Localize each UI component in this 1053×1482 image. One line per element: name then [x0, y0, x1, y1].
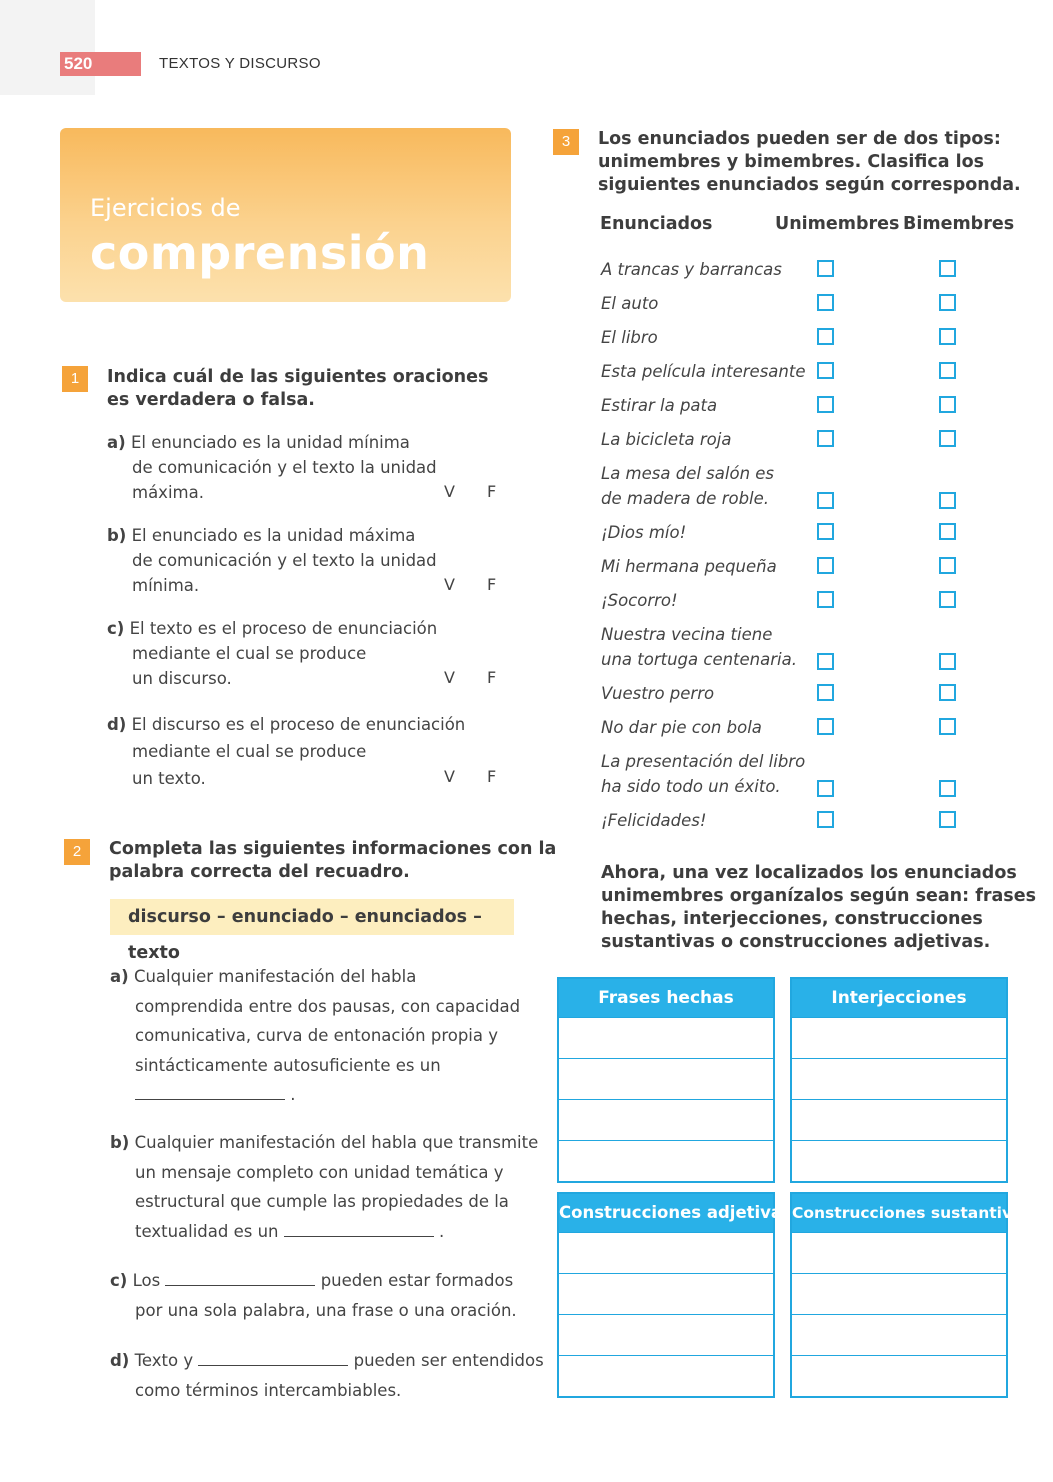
exercise-3-badge: 3 [553, 129, 579, 155]
unimembre-checkbox[interactable] [817, 492, 834, 509]
table-row[interactable] [559, 1314, 773, 1355]
table-row[interactable] [792, 1232, 1006, 1273]
false-option-b[interactable]: F [487, 575, 497, 594]
exercise-3-instruction: Ahora, una vez localizados los enunciados unimembres organízalos según sean: frases hechas, interjecciones, construcciones sustantivas o construcciones adjetivas. [601, 863, 1036, 952]
table-construcciones-sustantivas [790, 1192, 1032, 1398]
true-option-c[interactable]: V [444, 668, 455, 687]
enunciado-text: Vuestro perro [601, 684, 715, 703]
enunciado-text: Nuestra vecina tiene una tortuga centenaria. [601, 625, 797, 669]
exercise-1-badge: 1 [62, 366, 88, 392]
exercise-2-badge: 2 [64, 839, 90, 865]
table-row[interactable] [792, 1355, 1006, 1396]
unimembre-checkbox[interactable] [817, 328, 834, 345]
unimembre-checkbox[interactable] [817, 396, 834, 413]
fill-item-d: d) Texto y pueden ser entendidos como términos intercambiables. [110, 1346, 544, 1405]
bimembre-checkbox[interactable] [939, 362, 956, 379]
column-header-bimembres: Bimembres [903, 214, 1015, 234]
bimembre-checkbox[interactable] [939, 294, 956, 311]
false-option-c[interactable]: F [487, 668, 497, 687]
unimembre-checkbox[interactable] [817, 684, 834, 701]
enunciado-text: Estirar la pata [601, 396, 718, 415]
table-row[interactable] [792, 1314, 1006, 1355]
bimembre-checkbox[interactable] [939, 591, 956, 608]
enunciado-text: El auto [601, 294, 659, 313]
table-row[interactable] [559, 1099, 773, 1140]
tf-item-b: b) El enunciado es la unidad máxima de comunicación y el texto la unidad mínima. [107, 526, 437, 595]
unimembre-checkbox[interactable] [817, 430, 834, 447]
unimembre-checkbox[interactable] [817, 362, 834, 379]
fill-item-b: b) Cualquier manifestación del habla que transmite un mensaje completo con unidad temática y estructural que cumple las propiedades de la textualidad es un . [110, 1133, 539, 1241]
unimembre-checkbox[interactable] [817, 591, 834, 608]
blank-a[interactable] [135, 1081, 285, 1100]
banner-title: comprensión [90, 226, 430, 280]
tf-item-c: c) El texto es el proceso de enunciación mediante el cual se produce un discurso. [107, 619, 438, 688]
table-row[interactable] [792, 1140, 1006, 1181]
fill-item-a: a) Cualquier manifestación del habla comprendida entre dos pausas, con capacidad comunicativa, curva de entonación propia y sintácticamente autosuficiente es un . [110, 967, 521, 1104]
enunciado-text: La mesa del salón es de madera de roble. [601, 464, 775, 508]
section-banner [60, 128, 511, 302]
table-header: Interjecciones [792, 979, 1006, 1017]
column-header-unimembres: Unimembres [775, 214, 900, 234]
table-row[interactable] [559, 1140, 773, 1181]
table-header: Construcciones adjetivas [559, 1194, 773, 1232]
table-row[interactable] [559, 1058, 773, 1099]
table-row[interactable] [559, 1273, 773, 1314]
bimembre-checkbox[interactable] [939, 492, 956, 509]
column-header-enunciados: Enunciados [600, 214, 713, 234]
unimembre-checkbox[interactable] [817, 780, 834, 797]
unimembre-checkbox[interactable] [817, 260, 834, 277]
enunciado-text: Mi hermana pequeña [601, 557, 777, 576]
enunciado-text: ¡Felicidades! [601, 811, 707, 830]
page-corner [0, 0, 95, 95]
enunciado-text: La bicicleta roja [601, 430, 732, 449]
table-construcciones-adjetivas [557, 1192, 792, 1398]
table-row[interactable] [792, 1273, 1006, 1314]
page-number: 520 [60, 52, 141, 76]
bimembre-checkbox[interactable] [939, 523, 956, 540]
tf-item-a: a) El enunciado es la unidad mínima de comunicación y el texto la unidad máxima. [107, 433, 437, 502]
exercise-3-title: Los enunciados pueden ser de dos tipos: unimembres y bimembres. Clasifica los siguientes enunciados según corresponda. [598, 129, 1021, 195]
table-header: Frases hechas [559, 979, 773, 1017]
word-bank: discurso – enunciado – enunciados – texto [110, 899, 514, 935]
bimembre-checkbox[interactable] [939, 396, 956, 413]
unimembre-checkbox[interactable] [817, 557, 834, 574]
enunciado-text: Esta película interesante [601, 362, 806, 381]
unimembre-checkbox[interactable] [817, 811, 834, 828]
bimembre-checkbox[interactable] [939, 811, 956, 828]
table-row[interactable] [792, 1017, 1006, 1058]
table-frases-hechas [557, 977, 775, 1183]
table-row[interactable] [559, 1232, 773, 1273]
enunciado-text: El libro [601, 328, 658, 347]
enunciado-text: ¡Dios mío! [601, 523, 687, 542]
unimembre-checkbox[interactable] [817, 523, 834, 540]
true-option-a[interactable]: V [444, 482, 455, 501]
fill-item-c: c) Los pueden estar formados por una sola palabra, una frase o una oración. [110, 1266, 517, 1325]
bimembre-checkbox[interactable] [939, 328, 956, 345]
enunciado-text: A trancas y barrancas [601, 260, 782, 279]
unimembre-checkbox[interactable] [817, 294, 834, 311]
bimembre-checkbox[interactable] [939, 260, 956, 277]
bimembre-checkbox[interactable] [939, 718, 956, 735]
bimembre-checkbox[interactable] [939, 557, 956, 574]
enunciado-text: ¡Socorro! [601, 591, 678, 610]
bimembre-checkbox[interactable] [939, 430, 956, 447]
false-option-a[interactable]: F [487, 482, 497, 501]
banner-subtitle: Ejercicios de [90, 194, 241, 222]
true-option-d[interactable]: V [444, 767, 455, 786]
table-interjecciones [790, 977, 1008, 1183]
false-option-d[interactable]: F [487, 767, 497, 786]
blank-c[interactable] [165, 1267, 315, 1286]
table-row[interactable] [559, 1355, 773, 1396]
running-head: TEXTOS Y DISCURSO [159, 55, 321, 72]
bimembre-checkbox[interactable] [939, 653, 956, 670]
table-row[interactable] [559, 1017, 773, 1058]
exercise-2-title: Completa las siguientes informaciones con la palabra correcta del recuadro. [109, 839, 557, 882]
blank-d[interactable] [198, 1347, 348, 1366]
table-row[interactable] [792, 1058, 1006, 1099]
true-option-b[interactable]: V [444, 575, 455, 594]
bimembre-checkbox[interactable] [939, 780, 956, 797]
enunciado-text: La presentación del libro ha sido todo un éxito. [601, 752, 806, 796]
blank-b[interactable] [284, 1218, 434, 1237]
bimembre-checkbox[interactable] [939, 684, 956, 701]
unimembre-checkbox[interactable] [817, 718, 834, 735]
table-row[interactable] [792, 1099, 1006, 1140]
table-header: Construcciones sustantivas [792, 1194, 1006, 1232]
enunciado-text: No dar pie con bola [601, 718, 762, 737]
unimembre-checkbox[interactable] [817, 653, 834, 670]
tf-item-d: d) El discurso es el proceso de enunciación mediante el cual se produce un texto. [107, 715, 466, 788]
exercise-1-title: Indica cuál de las siguientes oraciones es verdadera o falsa. [107, 367, 489, 410]
